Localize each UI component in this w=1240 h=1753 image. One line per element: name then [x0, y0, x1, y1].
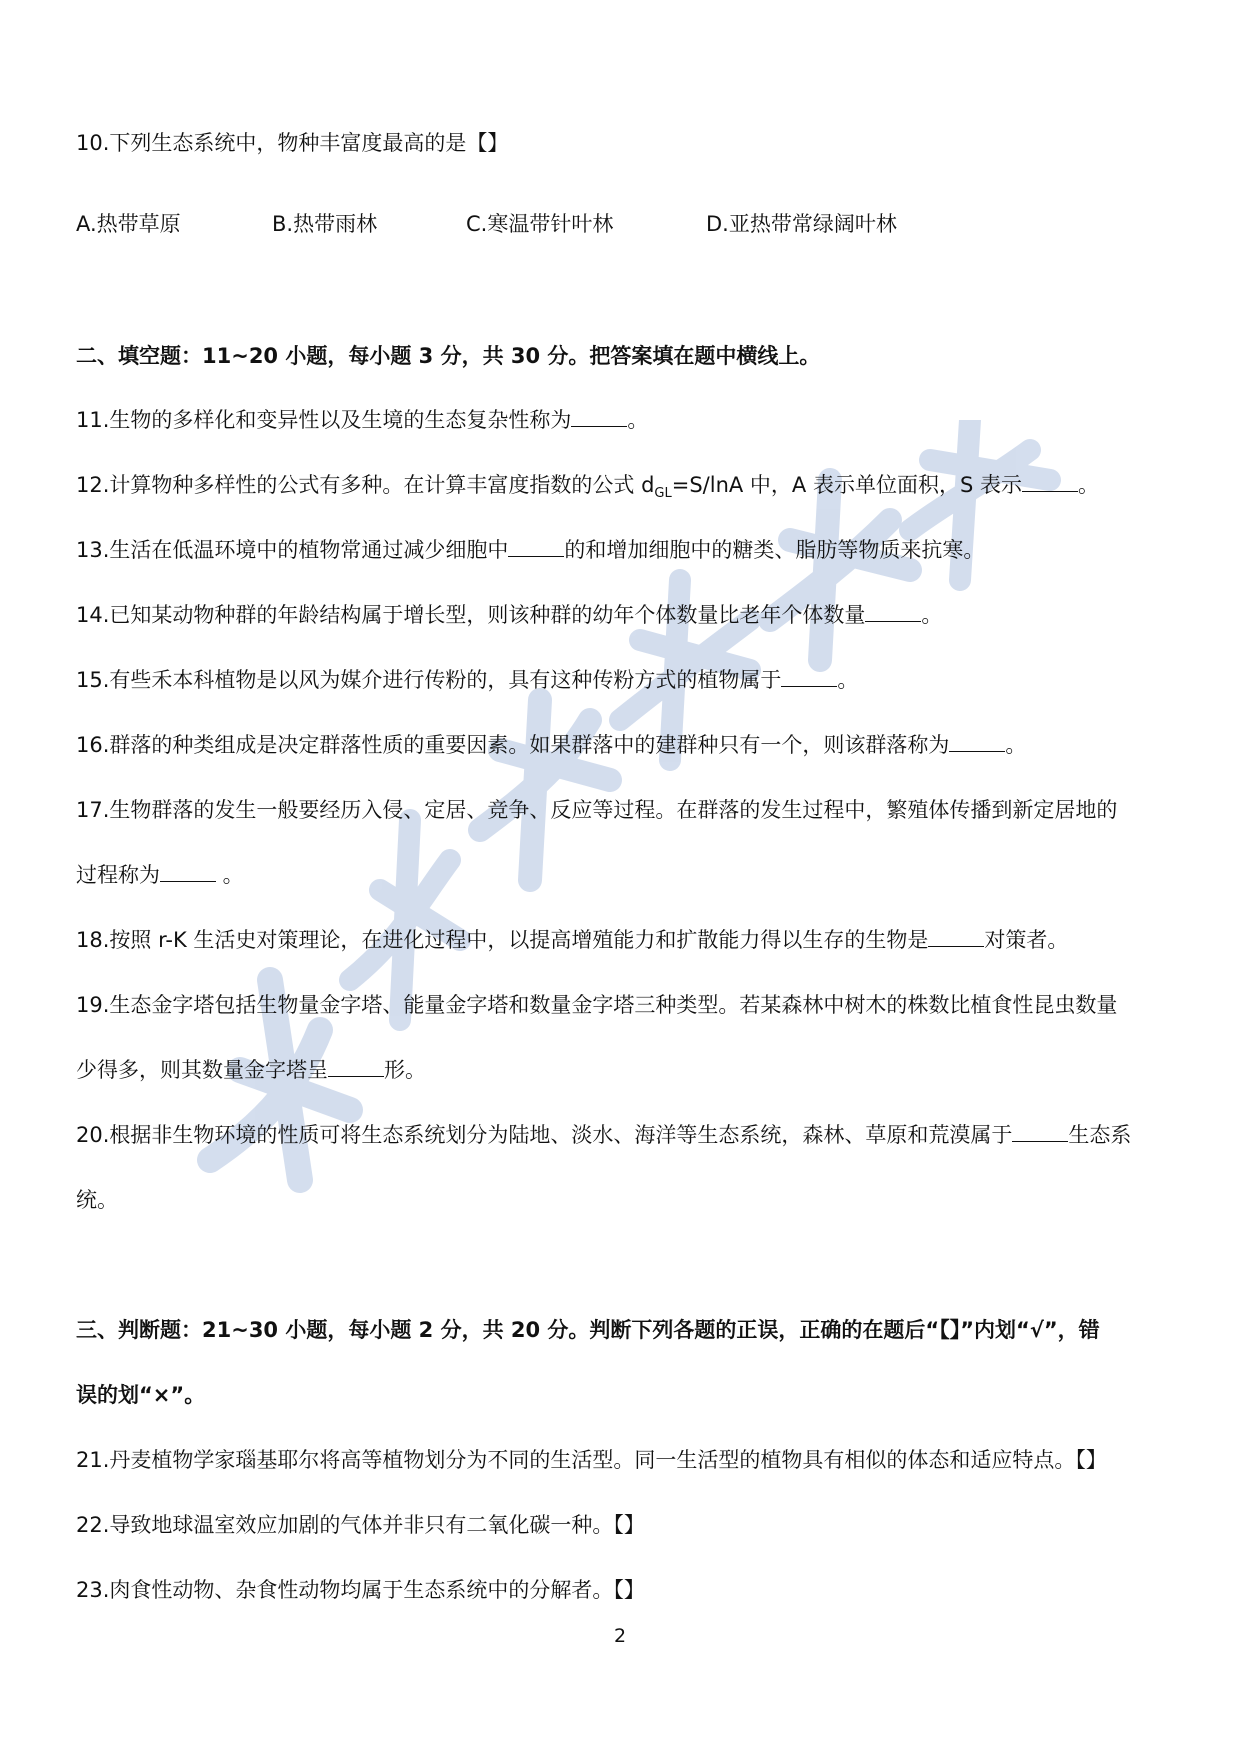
answer-blank	[328, 1056, 384, 1077]
answer-blank	[781, 666, 837, 687]
answer-blank	[1012, 1121, 1068, 1142]
question-20-line-2: 统。	[76, 1188, 118, 1212]
answer-blank	[1022, 471, 1078, 492]
section-2-heading: 二、填空题：11~20 小题，每小题 3 分，共 30 分。把答案填在题中横线上。	[76, 344, 821, 368]
question-14: 14.已知某动物种群的年龄结构属于增长型，则该种群的幼年个体数量比老年个体数量 。	[76, 603, 943, 627]
question-10-stem: 10.下列生态系统中，物种丰富度最高的是【】	[76, 131, 509, 155]
question-12: 12.计算物种多样性的公式有多种。在计算丰富度指数的公式 $d_{GL}=S$/lnA 中，A 表示单位面积，S 表示 。	[76, 473, 1099, 502]
question-22: 22.导致地球温室效应加剧的气体并非只有二氧化碳一种。【】	[76, 1513, 645, 1537]
question-20-line-1: 20.根据非生物环境的性质可将生态系统划分为陆地、淡水、海洋等生态系统，森林、草原和荒漠属于 生态系	[76, 1123, 1132, 1147]
question-13: 13.生活在低温环境中的植物常通过减少细胞中 的和增加细胞中的糖类、脂肪等物质来抗寒。	[76, 538, 985, 562]
section-3-heading-line-1: 三、判断题：21~30 小题，每小题 2 分，共 20 分。判断下列各题的正误，正确的在题后“【】”内划“√”，错	[76, 1318, 1100, 1342]
answer-blank	[865, 601, 921, 622]
page-number: 2	[613, 1625, 627, 1647]
answer-blank	[928, 926, 984, 947]
option-c: C.寒温带针叶林	[466, 212, 614, 236]
section-3-heading-line-2: 误的划“×”。	[76, 1383, 206, 1407]
option-a: A.热带草原	[76, 212, 181, 236]
question-23: 23.肉食性动物、杂食性动物均属于生态系统中的分解者。【】	[76, 1578, 645, 1602]
question-19-line-1: 19.生态金字塔包括生物量金字塔、能量金字塔和数量金字塔三种类型。若某森林中树木的株数比植食性昆虫数量	[76, 993, 1118, 1017]
question-11: 11.生物的多样化和变异性以及生境的生态复杂性称为 。	[76, 408, 649, 432]
answer-blank	[160, 861, 216, 882]
question-21: 21.丹麦植物学家瑙基耶尔将高等植物划分为不同的生活型。同一生活型的植物具有相似的体态和适应特点。【】	[76, 1448, 1107, 1472]
option-d: D.亚热带常绿阔叶林	[706, 212, 897, 236]
question-17-line-2: 过程称为 。	[76, 863, 244, 887]
question-17-line-1: 17.生物群落的发生一般要经历入侵、定居、竞争、反应等过程。在群落的发生过程中，繁殖体传播到新定居地的	[76, 798, 1118, 822]
question-15: 15.有些禾本科植物是以风为媒介进行传粉的，具有这种传粉方式的植物属于 。	[76, 668, 859, 692]
question-16: 16.群落的种类组成是决定群落性质的重要因素。如果群落中的建群种只有一个，则该群落称为 。	[76, 733, 1027, 757]
answer-blank	[949, 731, 1005, 752]
answer-blank	[571, 406, 627, 427]
option-b: B.热带雨林	[272, 212, 378, 236]
question-18: 18.按照 r-K 生活史对策理论，在进化过程中，以提高增殖能力和扩散能力得以生存的生物是 对策者。	[76, 928, 1069, 952]
answer-blank	[508, 536, 564, 557]
question-19-line-2: 少得多，则其数量金字塔呈 形。	[76, 1058, 426, 1082]
question-10-options	[76, 209, 1076, 239]
